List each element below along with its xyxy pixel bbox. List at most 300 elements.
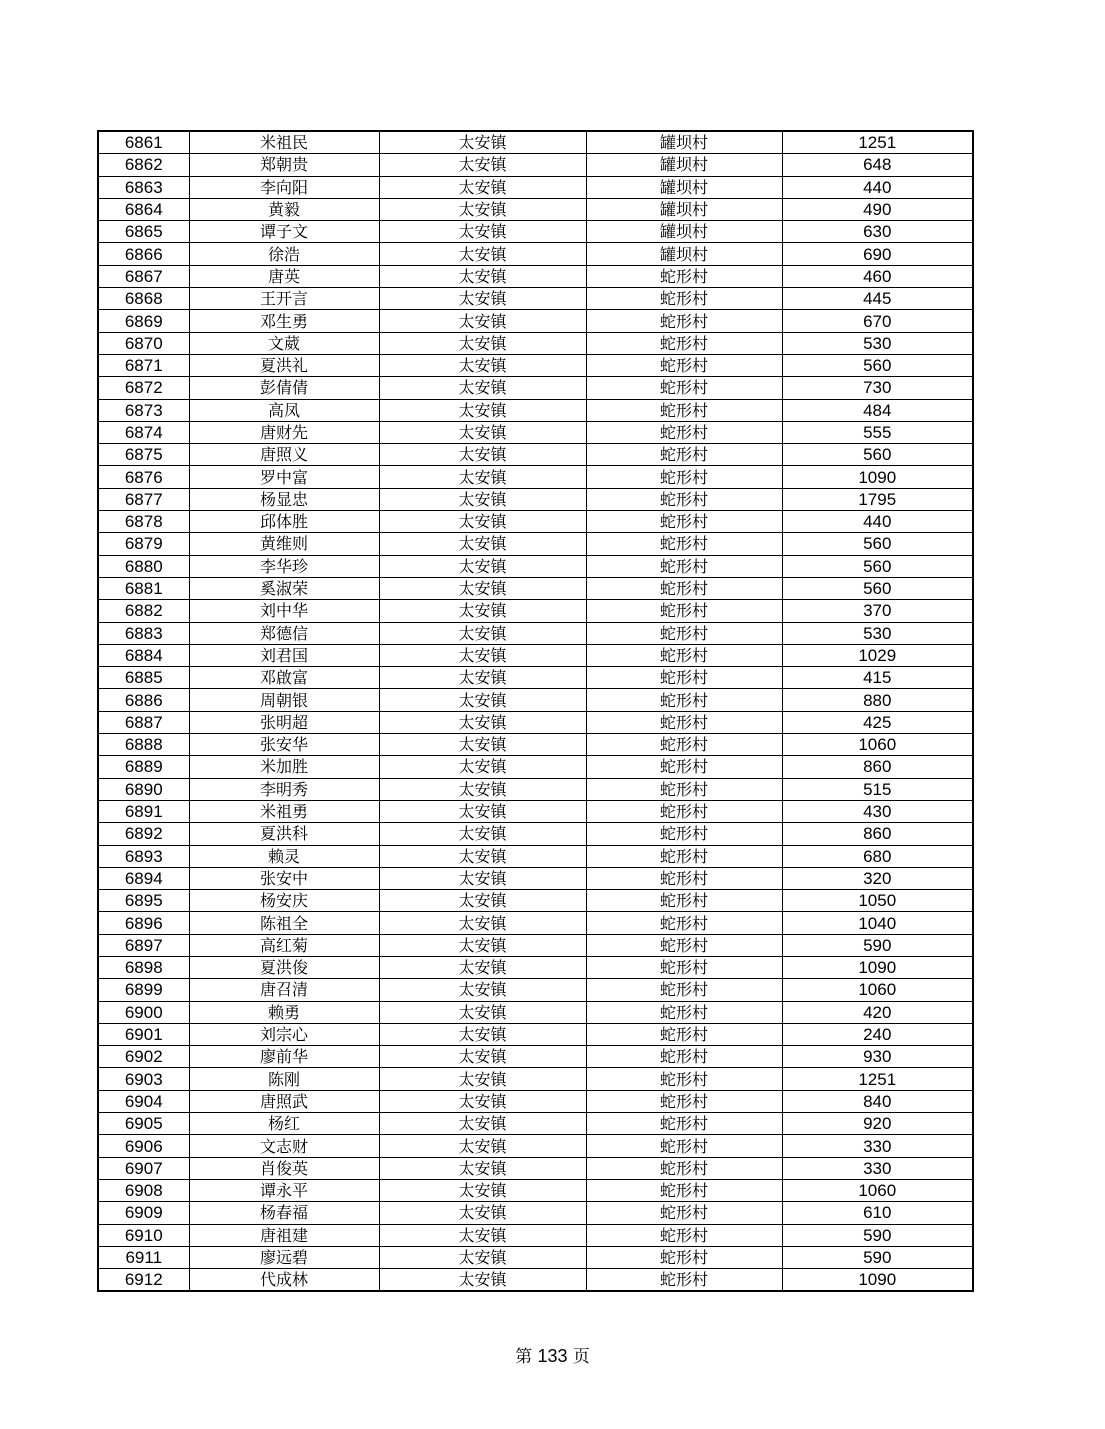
table-row — [98, 354, 973, 376]
table-row — [98, 555, 973, 577]
village-cell: 蛇形村 — [586, 1046, 782, 1068]
footer-suffix: 页 — [572, 1347, 590, 1367]
amount-cell: 1251 — [782, 1068, 973, 1090]
table-row — [98, 1224, 973, 1246]
name-cell: 唐财先 — [189, 421, 379, 443]
town-cell: 太安镇 — [379, 1224, 586, 1246]
village-cell: 蛇形村 — [586, 1157, 782, 1179]
amount-cell: 840 — [782, 1090, 973, 1112]
table-row — [98, 1269, 973, 1292]
village-cell: 蛇形村 — [586, 1135, 782, 1157]
name-cell: 米加胜 — [189, 756, 379, 778]
amount-cell: 860 — [782, 756, 973, 778]
village-cell: 蛇形村 — [586, 778, 782, 800]
row-number-cell: 6870 — [98, 332, 189, 354]
name-cell: 邓啟富 — [189, 667, 379, 689]
town-cell: 太安镇 — [379, 689, 586, 711]
village-cell: 罐坝村 — [586, 154, 782, 176]
row-number-cell: 6891 — [98, 800, 189, 822]
row-number-cell: 6903 — [98, 1068, 189, 1090]
town-cell: 太安镇 — [379, 1246, 586, 1268]
row-number-cell: 6887 — [98, 711, 189, 733]
village-cell: 蛇形村 — [586, 756, 782, 778]
table-row — [98, 644, 973, 666]
row-number-cell: 6889 — [98, 756, 189, 778]
table-row — [98, 622, 973, 644]
town-cell: 太安镇 — [379, 1001, 586, 1023]
amount-cell: 1060 — [782, 734, 973, 756]
name-cell: 文志财 — [189, 1135, 379, 1157]
name-cell: 李明秀 — [189, 778, 379, 800]
amount-cell: 460 — [782, 265, 973, 287]
amount-cell: 425 — [782, 711, 973, 733]
amount-cell: 920 — [782, 1113, 973, 1135]
table-row — [98, 756, 973, 778]
row-number-cell: 6862 — [98, 154, 189, 176]
village-cell: 蛇形村 — [586, 934, 782, 956]
name-cell: 唐祖建 — [189, 1224, 379, 1246]
row-number-cell: 6861 — [98, 131, 189, 154]
town-cell: 太安镇 — [379, 934, 586, 956]
row-number-cell: 6897 — [98, 934, 189, 956]
name-cell: 文葳 — [189, 332, 379, 354]
amount-cell: 930 — [782, 1046, 973, 1068]
village-cell: 蛇形村 — [586, 421, 782, 443]
village-cell: 蛇形村 — [586, 1023, 782, 1045]
town-cell: 太安镇 — [379, 1135, 586, 1157]
village-cell: 蛇形村 — [586, 1269, 782, 1292]
town-cell: 太安镇 — [379, 667, 586, 689]
village-cell: 蛇形村 — [586, 800, 782, 822]
town-cell: 太安镇 — [379, 332, 586, 354]
town-cell: 太安镇 — [379, 1090, 586, 1112]
row-number-cell: 6904 — [98, 1090, 189, 1112]
table-row — [98, 444, 973, 466]
row-number-cell: 6899 — [98, 979, 189, 1001]
amount-cell: 590 — [782, 1246, 973, 1268]
town-cell: 太安镇 — [379, 533, 586, 555]
row-number-cell: 6877 — [98, 488, 189, 510]
name-cell: 谭永平 — [189, 1179, 379, 1201]
table-row — [98, 154, 973, 176]
table-row — [98, 1046, 973, 1068]
table-row — [98, 243, 973, 265]
row-number-cell: 6866 — [98, 243, 189, 265]
town-cell: 太安镇 — [379, 734, 586, 756]
amount-cell: 1795 — [782, 488, 973, 510]
town-cell: 太安镇 — [379, 800, 586, 822]
name-cell: 米祖勇 — [189, 800, 379, 822]
village-cell: 罐坝村 — [586, 131, 782, 154]
row-number-cell: 6867 — [98, 265, 189, 287]
amount-cell: 590 — [782, 934, 973, 956]
table-row — [98, 221, 973, 243]
village-cell: 蛇形村 — [586, 377, 782, 399]
amount-cell: 440 — [782, 176, 973, 198]
village-cell: 蛇形村 — [586, 979, 782, 1001]
amount-cell: 484 — [782, 399, 973, 421]
row-number-cell: 6910 — [98, 1224, 189, 1246]
town-cell: 太安镇 — [379, 154, 586, 176]
village-cell: 蛇形村 — [586, 956, 782, 978]
village-cell: 蛇形村 — [586, 622, 782, 644]
row-number-cell: 6885 — [98, 667, 189, 689]
village-cell: 蛇形村 — [586, 689, 782, 711]
amount-cell: 860 — [782, 823, 973, 845]
village-cell: 蛇形村 — [586, 644, 782, 666]
row-number-cell: 6876 — [98, 466, 189, 488]
table-row — [98, 890, 973, 912]
name-cell: 夏洪俊 — [189, 956, 379, 978]
table-row — [98, 711, 973, 733]
amount-cell: 648 — [782, 154, 973, 176]
amount-cell: 680 — [782, 845, 973, 867]
name-cell: 唐照义 — [189, 444, 379, 466]
data-table — [97, 130, 974, 1292]
row-number-cell: 6884 — [98, 644, 189, 666]
row-number-cell: 6908 — [98, 1179, 189, 1201]
name-cell: 肖俊英 — [189, 1157, 379, 1179]
town-cell: 太安镇 — [379, 198, 586, 220]
table-row — [98, 1068, 973, 1090]
row-number-cell: 6893 — [98, 845, 189, 867]
amount-cell: 670 — [782, 310, 973, 332]
row-number-cell: 6896 — [98, 912, 189, 934]
row-number-cell: 6881 — [98, 577, 189, 599]
village-cell: 蛇形村 — [586, 711, 782, 733]
name-cell: 高凤 — [189, 399, 379, 421]
name-cell: 黄毅 — [189, 198, 379, 220]
village-cell: 蛇形村 — [586, 577, 782, 599]
amount-cell: 530 — [782, 622, 973, 644]
town-cell: 太安镇 — [379, 488, 586, 510]
village-cell: 蛇形村 — [586, 399, 782, 421]
amount-cell: 730 — [782, 377, 973, 399]
town-cell: 太安镇 — [379, 577, 586, 599]
row-number-cell: 6909 — [98, 1202, 189, 1224]
town-cell: 太安镇 — [379, 265, 586, 287]
table-row — [98, 600, 973, 622]
village-cell: 蛇形村 — [586, 444, 782, 466]
village-cell: 蛇形村 — [586, 845, 782, 867]
amount-cell: 440 — [782, 511, 973, 533]
amount-cell: 530 — [782, 332, 973, 354]
table-row — [98, 1157, 973, 1179]
town-cell: 太安镇 — [379, 622, 586, 644]
amount-cell: 1090 — [782, 1269, 973, 1292]
amount-cell: 1251 — [782, 131, 973, 154]
name-cell: 彭倩倩 — [189, 377, 379, 399]
town-cell: 太安镇 — [379, 511, 586, 533]
table-row — [98, 511, 973, 533]
amount-cell: 430 — [782, 800, 973, 822]
table-row — [98, 377, 973, 399]
town-cell: 太安镇 — [379, 1046, 586, 1068]
village-cell: 蛇形村 — [586, 1179, 782, 1201]
name-cell: 徐浩 — [189, 243, 379, 265]
row-number-cell: 6895 — [98, 890, 189, 912]
name-cell: 赖勇 — [189, 1001, 379, 1023]
name-cell: 张安中 — [189, 867, 379, 889]
amount-cell: 560 — [782, 577, 973, 599]
table-row — [98, 800, 973, 822]
town-cell: 太安镇 — [379, 845, 586, 867]
amount-cell: 415 — [782, 667, 973, 689]
village-cell: 蛇形村 — [586, 310, 782, 332]
row-number-cell: 6868 — [98, 288, 189, 310]
town-cell: 太安镇 — [379, 466, 586, 488]
town-cell: 太安镇 — [379, 644, 586, 666]
name-cell: 李华珍 — [189, 555, 379, 577]
name-cell: 杨红 — [189, 1113, 379, 1135]
village-cell: 蛇形村 — [586, 488, 782, 510]
amount-cell: 1060 — [782, 979, 973, 1001]
village-cell: 蛇形村 — [586, 823, 782, 845]
name-cell: 郑德信 — [189, 622, 379, 644]
town-cell: 太安镇 — [379, 377, 586, 399]
amount-cell: 630 — [782, 221, 973, 243]
table-row — [98, 533, 973, 555]
town-cell: 太安镇 — [379, 867, 586, 889]
row-number-cell: 6871 — [98, 354, 189, 376]
table-row — [98, 1202, 973, 1224]
row-number-cell: 6879 — [98, 533, 189, 555]
name-cell: 唐召清 — [189, 979, 379, 1001]
row-number-cell: 6864 — [98, 198, 189, 220]
village-cell: 蛇形村 — [586, 265, 782, 287]
row-number-cell: 6902 — [98, 1046, 189, 1068]
table-row — [98, 466, 973, 488]
row-number-cell: 6890 — [98, 778, 189, 800]
town-cell: 太安镇 — [379, 444, 586, 466]
village-cell: 蛇形村 — [586, 354, 782, 376]
village-cell: 罐坝村 — [586, 198, 782, 220]
name-cell: 杨春福 — [189, 1202, 379, 1224]
name-cell: 米祖民 — [189, 131, 379, 154]
amount-cell: 560 — [782, 555, 973, 577]
row-number-cell: 6912 — [98, 1269, 189, 1292]
amount-cell: 1060 — [782, 1179, 973, 1201]
name-cell: 高红菊 — [189, 934, 379, 956]
village-cell: 蛇形村 — [586, 890, 782, 912]
row-number-cell: 6911 — [98, 1246, 189, 1268]
row-number-cell: 6888 — [98, 734, 189, 756]
row-number-cell: 6880 — [98, 555, 189, 577]
village-cell: 蛇形村 — [586, 1001, 782, 1023]
village-cell: 蛇形村 — [586, 332, 782, 354]
amount-cell: 370 — [782, 600, 973, 622]
page-footer — [0, 1342, 1105, 1367]
town-cell: 太安镇 — [379, 956, 586, 978]
table-row — [98, 689, 973, 711]
amount-cell: 445 — [782, 288, 973, 310]
amount-cell: 610 — [782, 1202, 973, 1224]
amount-cell: 880 — [782, 689, 973, 711]
town-cell: 太安镇 — [379, 711, 586, 733]
name-cell: 邓生勇 — [189, 310, 379, 332]
name-cell: 唐照武 — [189, 1090, 379, 1112]
name-cell: 刘中华 — [189, 600, 379, 622]
village-cell: 蛇形村 — [586, 1090, 782, 1112]
town-cell: 太安镇 — [379, 1202, 586, 1224]
name-cell: 奚淑荣 — [189, 577, 379, 599]
name-cell: 周朝银 — [189, 689, 379, 711]
town-cell: 太安镇 — [379, 600, 586, 622]
amount-cell: 1090 — [782, 956, 973, 978]
town-cell: 太安镇 — [379, 354, 586, 376]
name-cell: 黄维则 — [189, 533, 379, 555]
town-cell: 太安镇 — [379, 823, 586, 845]
village-cell: 蛇形村 — [586, 533, 782, 555]
name-cell: 刘君国 — [189, 644, 379, 666]
town-cell: 太安镇 — [379, 243, 586, 265]
amount-cell: 420 — [782, 1001, 973, 1023]
table-row — [98, 421, 973, 443]
row-number-cell: 6901 — [98, 1023, 189, 1045]
village-cell: 蛇形村 — [586, 600, 782, 622]
name-cell: 杨安庆 — [189, 890, 379, 912]
name-cell: 张明超 — [189, 711, 379, 733]
town-cell: 太安镇 — [379, 890, 586, 912]
table-row — [98, 176, 973, 198]
name-cell: 陈祖全 — [189, 912, 379, 934]
row-number-cell: 6878 — [98, 511, 189, 533]
row-number-cell: 6883 — [98, 622, 189, 644]
table-row — [98, 1135, 973, 1157]
amount-cell: 320 — [782, 867, 973, 889]
table-row — [98, 1246, 973, 1268]
amount-cell: 330 — [782, 1135, 973, 1157]
footer-prefix: 第 — [515, 1347, 533, 1367]
village-cell: 蛇形村 — [586, 555, 782, 577]
amount-cell: 555 — [782, 421, 973, 443]
town-cell: 太安镇 — [379, 310, 586, 332]
row-number-cell: 6906 — [98, 1135, 189, 1157]
village-cell: 蛇形村 — [586, 511, 782, 533]
row-number-cell: 6863 — [98, 176, 189, 198]
name-cell: 邱体胜 — [189, 511, 379, 533]
amount-cell: 240 — [782, 1023, 973, 1045]
village-cell: 蛇形村 — [586, 867, 782, 889]
name-cell: 代成林 — [189, 1269, 379, 1292]
row-number-cell: 6892 — [98, 823, 189, 845]
name-cell: 王开言 — [189, 288, 379, 310]
row-number-cell: 6886 — [98, 689, 189, 711]
amount-cell: 490 — [782, 198, 973, 220]
town-cell: 太安镇 — [379, 1179, 586, 1201]
name-cell: 夏洪科 — [189, 823, 379, 845]
row-number-cell: 6900 — [98, 1001, 189, 1023]
table-row — [98, 310, 973, 332]
table-row — [98, 1090, 973, 1112]
town-cell: 太安镇 — [379, 421, 586, 443]
table-row — [98, 577, 973, 599]
table-row — [98, 867, 973, 889]
table-row — [98, 131, 973, 154]
amount-cell: 560 — [782, 533, 973, 555]
name-cell: 唐英 — [189, 265, 379, 287]
village-cell: 蛇形村 — [586, 667, 782, 689]
town-cell: 太安镇 — [379, 979, 586, 1001]
town-cell: 太安镇 — [379, 131, 586, 154]
table-row — [98, 912, 973, 934]
row-number-cell: 6875 — [98, 444, 189, 466]
row-number-cell: 6869 — [98, 310, 189, 332]
name-cell: 廖前华 — [189, 1046, 379, 1068]
table-row — [98, 956, 973, 978]
table-row — [98, 778, 973, 800]
name-cell: 夏洪礼 — [189, 354, 379, 376]
village-cell: 罐坝村 — [586, 243, 782, 265]
name-cell: 杨显忠 — [189, 488, 379, 510]
name-cell: 李向阳 — [189, 176, 379, 198]
table-row — [98, 265, 973, 287]
table-row — [98, 488, 973, 510]
town-cell: 太安镇 — [379, 1269, 586, 1292]
table-row — [98, 667, 973, 689]
town-cell: 太安镇 — [379, 1157, 586, 1179]
town-cell: 太安镇 — [379, 1023, 586, 1045]
village-cell: 蛇形村 — [586, 288, 782, 310]
row-number-cell: 6873 — [98, 399, 189, 421]
table-row — [98, 934, 973, 956]
table-row — [98, 1001, 973, 1023]
table-row — [98, 332, 973, 354]
table-row — [98, 1023, 973, 1045]
amount-cell: 560 — [782, 444, 973, 466]
row-number-cell: 6882 — [98, 600, 189, 622]
amount-cell: 1090 — [782, 466, 973, 488]
town-cell: 太安镇 — [379, 778, 586, 800]
town-cell: 太安镇 — [379, 912, 586, 934]
name-cell: 张安华 — [189, 734, 379, 756]
row-number-cell: 6907 — [98, 1157, 189, 1179]
village-cell: 蛇形村 — [586, 912, 782, 934]
amount-cell: 1040 — [782, 912, 973, 934]
name-cell: 陈刚 — [189, 1068, 379, 1090]
village-cell: 蛇形村 — [586, 466, 782, 488]
row-number-cell: 6865 — [98, 221, 189, 243]
table-row — [98, 845, 973, 867]
amount-cell: 330 — [782, 1157, 973, 1179]
row-number-cell: 6898 — [98, 956, 189, 978]
village-cell: 蛇形村 — [586, 1246, 782, 1268]
village-cell: 蛇形村 — [586, 1224, 782, 1246]
name-cell: 罗中富 — [189, 466, 379, 488]
town-cell: 太安镇 — [379, 555, 586, 577]
table-row — [98, 734, 973, 756]
name-cell: 刘宗心 — [189, 1023, 379, 1045]
village-cell: 蛇形村 — [586, 1113, 782, 1135]
village-cell: 蛇形村 — [586, 1068, 782, 1090]
row-number-cell: 6894 — [98, 867, 189, 889]
amount-cell: 515 — [782, 778, 973, 800]
village-cell: 蛇形村 — [586, 1202, 782, 1224]
table-row — [98, 1179, 973, 1201]
table-row — [98, 399, 973, 421]
name-cell: 赖灵 — [189, 845, 379, 867]
name-cell: 廖远碧 — [189, 1246, 379, 1268]
town-cell: 太安镇 — [379, 399, 586, 421]
name-cell: 谭子文 — [189, 221, 379, 243]
village-cell: 罐坝村 — [586, 176, 782, 198]
town-cell: 太安镇 — [379, 756, 586, 778]
amount-cell: 590 — [782, 1224, 973, 1246]
amount-cell: 690 — [782, 243, 973, 265]
table-body — [98, 131, 973, 1291]
amount-cell: 560 — [782, 354, 973, 376]
town-cell: 太安镇 — [379, 1068, 586, 1090]
